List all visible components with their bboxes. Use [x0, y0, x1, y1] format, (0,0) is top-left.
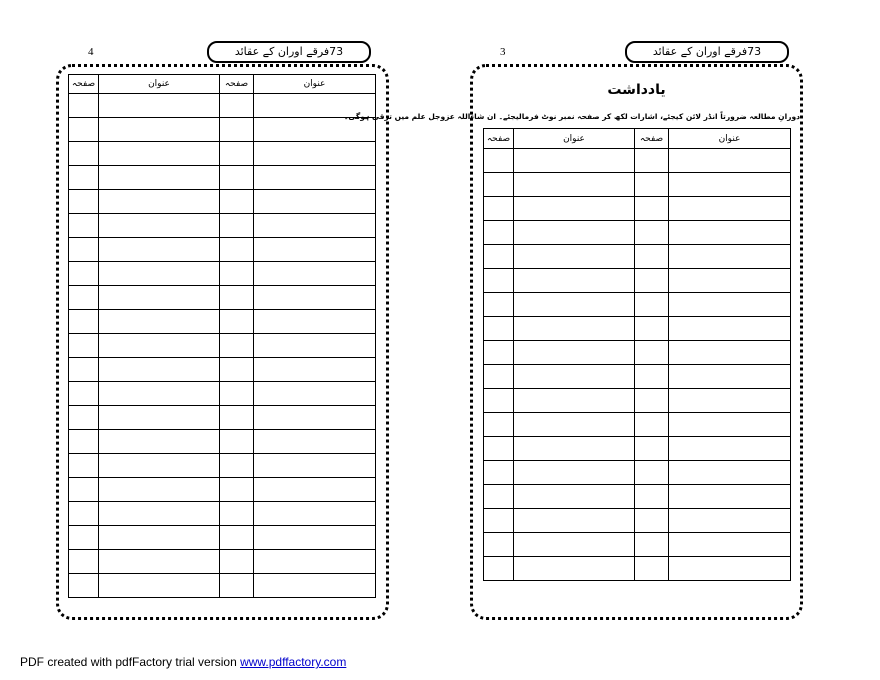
page-cell — [69, 406, 99, 430]
page-cell — [635, 461, 669, 485]
page-cell — [220, 526, 254, 550]
table-row — [69, 358, 376, 382]
topic-cell — [254, 382, 376, 406]
page-cell — [220, 454, 254, 478]
page-cell — [484, 221, 514, 245]
topic-cell — [254, 478, 376, 502]
page-cell — [635, 485, 669, 509]
page-cell — [69, 502, 99, 526]
table-row — [69, 94, 376, 118]
page-cell — [484, 365, 514, 389]
topic-cell — [514, 485, 635, 509]
table-row — [69, 118, 376, 142]
page-cell — [484, 533, 514, 557]
page-cell — [635, 413, 669, 437]
table-row — [69, 190, 376, 214]
topic-cell — [669, 485, 791, 509]
topic-cell — [514, 557, 635, 581]
page-cell — [69, 358, 99, 382]
table-row — [484, 485, 791, 509]
topic-cell — [99, 526, 220, 550]
page-cell — [635, 269, 669, 293]
topic-cell — [514, 533, 635, 557]
topic-cell — [254, 118, 376, 142]
table-row — [69, 478, 376, 502]
table-row — [69, 166, 376, 190]
page-cell — [484, 413, 514, 437]
pdf-footer — [20, 655, 346, 669]
table-row — [69, 142, 376, 166]
page-cell — [635, 149, 669, 173]
topic-cell — [514, 221, 635, 245]
footer-text: PDF created with pdfFactory trial version — [20, 655, 241, 669]
page-cell — [484, 341, 514, 365]
page-cell — [220, 574, 254, 598]
page-cell — [220, 550, 254, 574]
column-header-topic: عنوان — [99, 75, 220, 94]
page-cell — [635, 245, 669, 269]
topic-cell — [669, 341, 791, 365]
topic-cell — [254, 190, 376, 214]
topic-cell — [514, 341, 635, 365]
topic-cell — [99, 238, 220, 262]
table-row — [69, 502, 376, 526]
topic-cell — [99, 166, 220, 190]
page-cell — [220, 310, 254, 334]
topic-cell — [99, 574, 220, 598]
topic-cell — [99, 142, 220, 166]
topic-cell — [254, 238, 376, 262]
table-row — [69, 430, 376, 454]
page-cell — [484, 317, 514, 341]
page-cell — [220, 478, 254, 502]
topic-cell — [669, 221, 791, 245]
topic-cell — [254, 166, 376, 190]
topic-cell — [514, 245, 635, 269]
topic-cell — [669, 293, 791, 317]
table-row — [484, 365, 791, 389]
topic-cell — [254, 502, 376, 526]
table-row — [69, 238, 376, 262]
topic-cell — [514, 317, 635, 341]
page-cell — [69, 334, 99, 358]
topic-cell — [514, 389, 635, 413]
page-cell — [484, 509, 514, 533]
topic-cell — [99, 358, 220, 382]
topic-cell — [669, 365, 791, 389]
topic-cell — [254, 526, 376, 550]
page-cell — [635, 437, 669, 461]
page-cell — [220, 238, 254, 262]
table-row — [69, 382, 376, 406]
page-cell — [635, 389, 669, 413]
topic-cell — [669, 173, 791, 197]
column-header-page: صفحہ — [484, 129, 514, 149]
page-cell — [635, 317, 669, 341]
page-cell — [635, 557, 669, 581]
topic-cell — [514, 437, 635, 461]
topic-cell — [669, 317, 791, 341]
page-cell — [635, 533, 669, 557]
topic-cell — [99, 454, 220, 478]
page-cell — [484, 197, 514, 221]
topic-cell — [669, 245, 791, 269]
topic-cell — [99, 262, 220, 286]
page-cell — [69, 94, 99, 118]
table-row — [69, 454, 376, 478]
table-row — [484, 437, 791, 461]
column-header-topic: عنوان — [669, 129, 791, 149]
topic-cell — [99, 310, 220, 334]
topic-cell — [254, 574, 376, 598]
page-cell — [220, 406, 254, 430]
page-cell — [635, 365, 669, 389]
table-row — [484, 389, 791, 413]
page-cell — [220, 262, 254, 286]
table-row — [484, 461, 791, 485]
column-header-page: صفحہ — [635, 129, 669, 149]
topic-cell — [514, 413, 635, 437]
topic-cell — [99, 478, 220, 502]
page-cell — [69, 574, 99, 598]
topic-cell — [254, 454, 376, 478]
page-cell — [484, 461, 514, 485]
table-row — [69, 406, 376, 430]
table-row — [484, 293, 791, 317]
topic-cell — [254, 310, 376, 334]
topic-cell — [514, 293, 635, 317]
topic-cell — [254, 214, 376, 238]
page-cell — [69, 550, 99, 574]
instruction-note: دورانِ مطالعہ ضرورتاً انڈر لائن کیجئے، اشارات لکھ کر صفحہ نمبر نوٹ فرمالیجئے۔ ان شاءاللہ عزوجل علم میں ترقی ہوگی۔ — [343, 112, 800, 121]
table-row — [484, 197, 791, 221]
topic-cell — [514, 365, 635, 389]
table-row — [484, 413, 791, 437]
table-row — [69, 334, 376, 358]
topic-cell — [254, 358, 376, 382]
page-cell — [69, 310, 99, 334]
topic-cell — [669, 461, 791, 485]
page-cell — [69, 286, 99, 310]
page-title: یادداشت — [607, 82, 666, 98]
table-row — [484, 269, 791, 293]
topic-cell — [514, 197, 635, 221]
index-table-right — [483, 128, 791, 581]
footer-link[interactable]: www.pdffactory.com — [240, 655, 347, 669]
page-number-left: 4 — [88, 46, 94, 58]
column-header-page: صفحہ — [220, 75, 254, 94]
topic-cell — [99, 286, 220, 310]
topic-cell — [99, 430, 220, 454]
topic-cell — [669, 509, 791, 533]
page-cell — [484, 149, 514, 173]
topic-cell — [669, 533, 791, 557]
table-row — [484, 149, 791, 173]
topic-cell — [99, 190, 220, 214]
page-header-right: 73فرقے اوران کے عقائد — [625, 41, 789, 63]
page-cell — [635, 509, 669, 533]
topic-cell — [254, 286, 376, 310]
page-cell — [69, 262, 99, 286]
column-header-topic: عنوان — [514, 129, 635, 149]
page-header-left: 73فرقے اوران کے عقائد — [207, 41, 371, 63]
table-row — [484, 221, 791, 245]
topic-cell — [254, 430, 376, 454]
page-cell — [220, 214, 254, 238]
topic-cell — [669, 197, 791, 221]
topic-cell — [669, 557, 791, 581]
page-cell — [69, 190, 99, 214]
table-row — [69, 214, 376, 238]
topic-cell — [254, 142, 376, 166]
page-cell — [69, 118, 99, 142]
topic-cell — [669, 269, 791, 293]
page-cell — [484, 485, 514, 509]
topic-cell — [254, 550, 376, 574]
topic-cell — [669, 149, 791, 173]
topic-cell — [254, 262, 376, 286]
table-row — [69, 262, 376, 286]
page-cell — [220, 94, 254, 118]
topic-cell — [99, 118, 220, 142]
topic-cell — [99, 94, 220, 118]
page-cell — [69, 454, 99, 478]
topic-cell — [99, 334, 220, 358]
table-row — [69, 550, 376, 574]
page-cell — [635, 173, 669, 197]
topic-cell — [514, 269, 635, 293]
topic-cell — [514, 149, 635, 173]
page-cell — [635, 197, 669, 221]
page-cell — [484, 557, 514, 581]
topic-cell — [99, 382, 220, 406]
table-row — [484, 341, 791, 365]
page-cell — [220, 502, 254, 526]
page-cell — [69, 238, 99, 262]
page-cell — [220, 190, 254, 214]
topic-cell — [99, 214, 220, 238]
table-row — [69, 310, 376, 334]
topic-cell — [99, 550, 220, 574]
page-cell — [220, 142, 254, 166]
table-row — [484, 317, 791, 341]
page-cell — [484, 269, 514, 293]
table-row — [484, 557, 791, 581]
page-cell — [635, 221, 669, 245]
topic-cell — [254, 334, 376, 358]
page-cell — [220, 334, 254, 358]
page-cell — [220, 358, 254, 382]
page-cell — [220, 118, 254, 142]
table-row — [69, 286, 376, 310]
topic-cell — [254, 406, 376, 430]
page-cell — [220, 382, 254, 406]
page-cell — [484, 437, 514, 461]
table-row — [69, 574, 376, 598]
table-row — [69, 526, 376, 550]
page-cell — [220, 430, 254, 454]
page-cell — [220, 166, 254, 190]
page-cell — [69, 166, 99, 190]
page-cell — [484, 245, 514, 269]
topic-cell — [514, 173, 635, 197]
topic-cell — [514, 509, 635, 533]
page-cell — [635, 341, 669, 365]
page-cell — [69, 478, 99, 502]
page-cell — [484, 389, 514, 413]
topic-cell — [669, 437, 791, 461]
page-cell — [69, 526, 99, 550]
page-cell — [69, 430, 99, 454]
index-table-left — [68, 74, 376, 598]
page-cell — [69, 214, 99, 238]
topic-cell — [99, 502, 220, 526]
table-row — [484, 509, 791, 533]
column-header-topic: عنوان — [254, 75, 376, 94]
column-header-page: صفحہ — [69, 75, 99, 94]
page-number-right: 3 — [500, 46, 506, 58]
page-cell — [484, 173, 514, 197]
table-row — [484, 533, 791, 557]
topic-cell — [669, 389, 791, 413]
table-row — [484, 173, 791, 197]
topic-cell — [99, 406, 220, 430]
page-cell — [69, 382, 99, 406]
table-row — [484, 245, 791, 269]
topic-cell — [669, 413, 791, 437]
page-cell — [484, 293, 514, 317]
topic-cell — [514, 461, 635, 485]
page-cell — [220, 286, 254, 310]
page-cell — [635, 293, 669, 317]
page-cell — [69, 142, 99, 166]
